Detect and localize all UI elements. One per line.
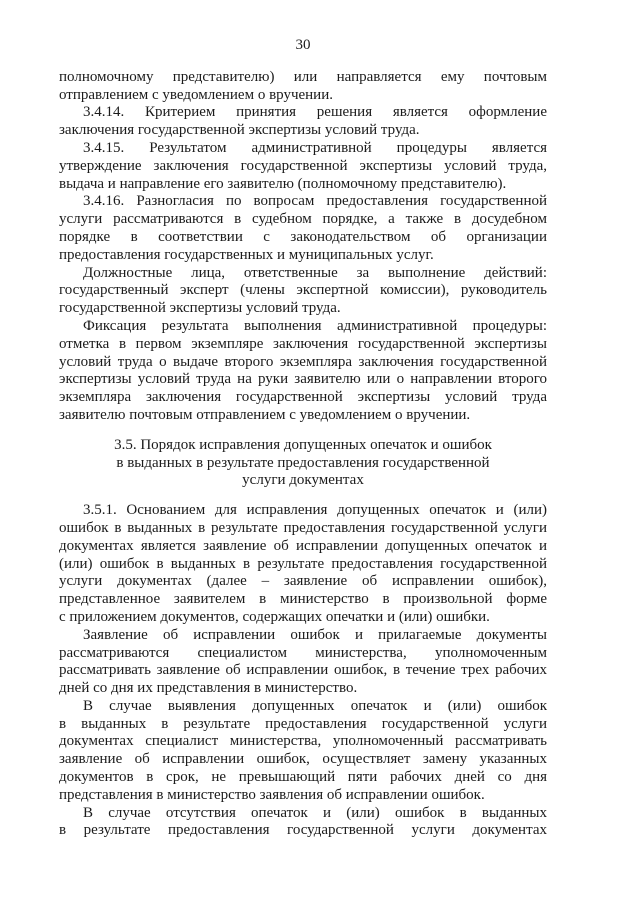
text-line: (или) ошибок в выданных в результате предоставления государственной: [59, 555, 547, 572]
text-line: 3.5. Порядок исправления допущенных опечаток и ошибок: [114, 436, 492, 453]
text-line: с приложением документов, содержащих опечатки и (или) ошибки.: [59, 608, 490, 625]
text-line: услуги документах: [242, 472, 364, 489]
text-line: В случае отсутствия опечаток и (или) ошибок в выданных: [83, 804, 547, 821]
text-line: представления в министерство заявления об исправлении ошибок.: [59, 786, 485, 803]
text-line: в выданных в результате предоставления государственной услуги: [59, 715, 547, 732]
text-line: в выданных в результате предоставления государственной: [116, 454, 490, 471]
text-line: в результате предоставления государственной услуги документах: [59, 822, 547, 839]
paragraph: [59, 265, 547, 318]
text-line: документов в срок, не превышающий пяти рабочих дней со дня: [59, 769, 547, 786]
paragraph: [59, 698, 547, 805]
text-line: заявление об исправлении ошибок, осуществляет замену указанных: [59, 751, 547, 768]
text-line: условий труда о выдаче второго экземпляра заключения государственной: [59, 353, 547, 370]
text-line: заключения государственной экспертизы условий труда.: [59, 122, 420, 139]
text-line: 3.4.16. Разногласия по вопросам предоставления государственной: [83, 193, 547, 210]
text-line: рассматриваются специалистом министерства, уполномоченным: [59, 644, 547, 661]
document-body: [59, 69, 547, 840]
text-line: утверждение заключения государственной экспертизы условий труда,: [59, 157, 547, 174]
text-line: экземпляра заключения государственной экспертизы условий труда: [59, 389, 547, 406]
text-line: В случае выявления допущенных опечаток и (или) ошибок: [83, 697, 547, 714]
text-line: рассматривать заявление об исправлении ошибок, в течение трех рабочих: [59, 662, 547, 679]
text-line: отметка в первом экземпляре заключения государственной экспертизы: [59, 335, 547, 352]
text-line: Фиксация результата выполнения административной процедуры:: [83, 317, 547, 334]
text-line: документах является заявление об исправлении допущенных опечаток и: [59, 537, 547, 554]
text-line: ошибок в выданных в результате предоставления государственной услуги: [59, 519, 547, 536]
text-line: документах специалист министерства, уполномоченный рассматривать: [59, 733, 547, 750]
text-line: 3.4.14. Критерием принятия решения является оформление: [83, 104, 547, 121]
text-line: полномочному представителю) или направляется ему почтовым: [59, 68, 547, 85]
text-line: 3.4.15. Результатом административной процедуры является: [83, 139, 547, 156]
paragraph: [59, 140, 547, 193]
text-line: порядке в соответствии с законодательством об организации: [59, 228, 547, 245]
paragraph: [59, 318, 547, 425]
text-line: выдача и направление его заявителю (полномочному представителю).: [59, 175, 507, 192]
paragraph: [59, 502, 547, 627]
paragraph: [59, 627, 547, 698]
text-line: государственной экспертизы условий труда.: [59, 300, 341, 317]
text-line: Должностные лица, ответственные за выполнение действий:: [83, 264, 547, 281]
text-line: предоставления государственных и муниципальных услуг.: [59, 246, 434, 263]
text-line: отправлением с уведомлением о вручении.: [59, 86, 333, 103]
paragraph: [59, 805, 547, 841]
text-line: представленное заявителем в министерство в произвольной форме: [59, 591, 547, 608]
text-line: экспертизы условий труда на руки заявителю или о направлении второго: [59, 371, 547, 388]
text-line: услуги документах (далее – заявление об исправлении ошибок),: [59, 573, 547, 590]
page-number: 30: [295, 37, 311, 53]
text-line: 3.5.1. Основанием для исправления допущенных опечаток и (или): [83, 502, 547, 519]
text-line: дней со дня их представления в министерство.: [59, 680, 358, 697]
text-line: услуги рассматриваются в судебном порядке, а также в досудебном: [59, 211, 547, 228]
text-line: Заявление об исправлении ошибок и прилагаемые документы: [83, 626, 547, 643]
text-line: государственный эксперт (члены экспертной комиссии), руководитель: [59, 282, 547, 299]
paragraph: [59, 104, 547, 140]
paragraph: [59, 193, 547, 264]
text-line: заявителю почтовым отправлением с уведомлением о вручении.: [59, 406, 471, 423]
paragraph: [59, 69, 547, 105]
section-heading: [59, 437, 547, 490]
